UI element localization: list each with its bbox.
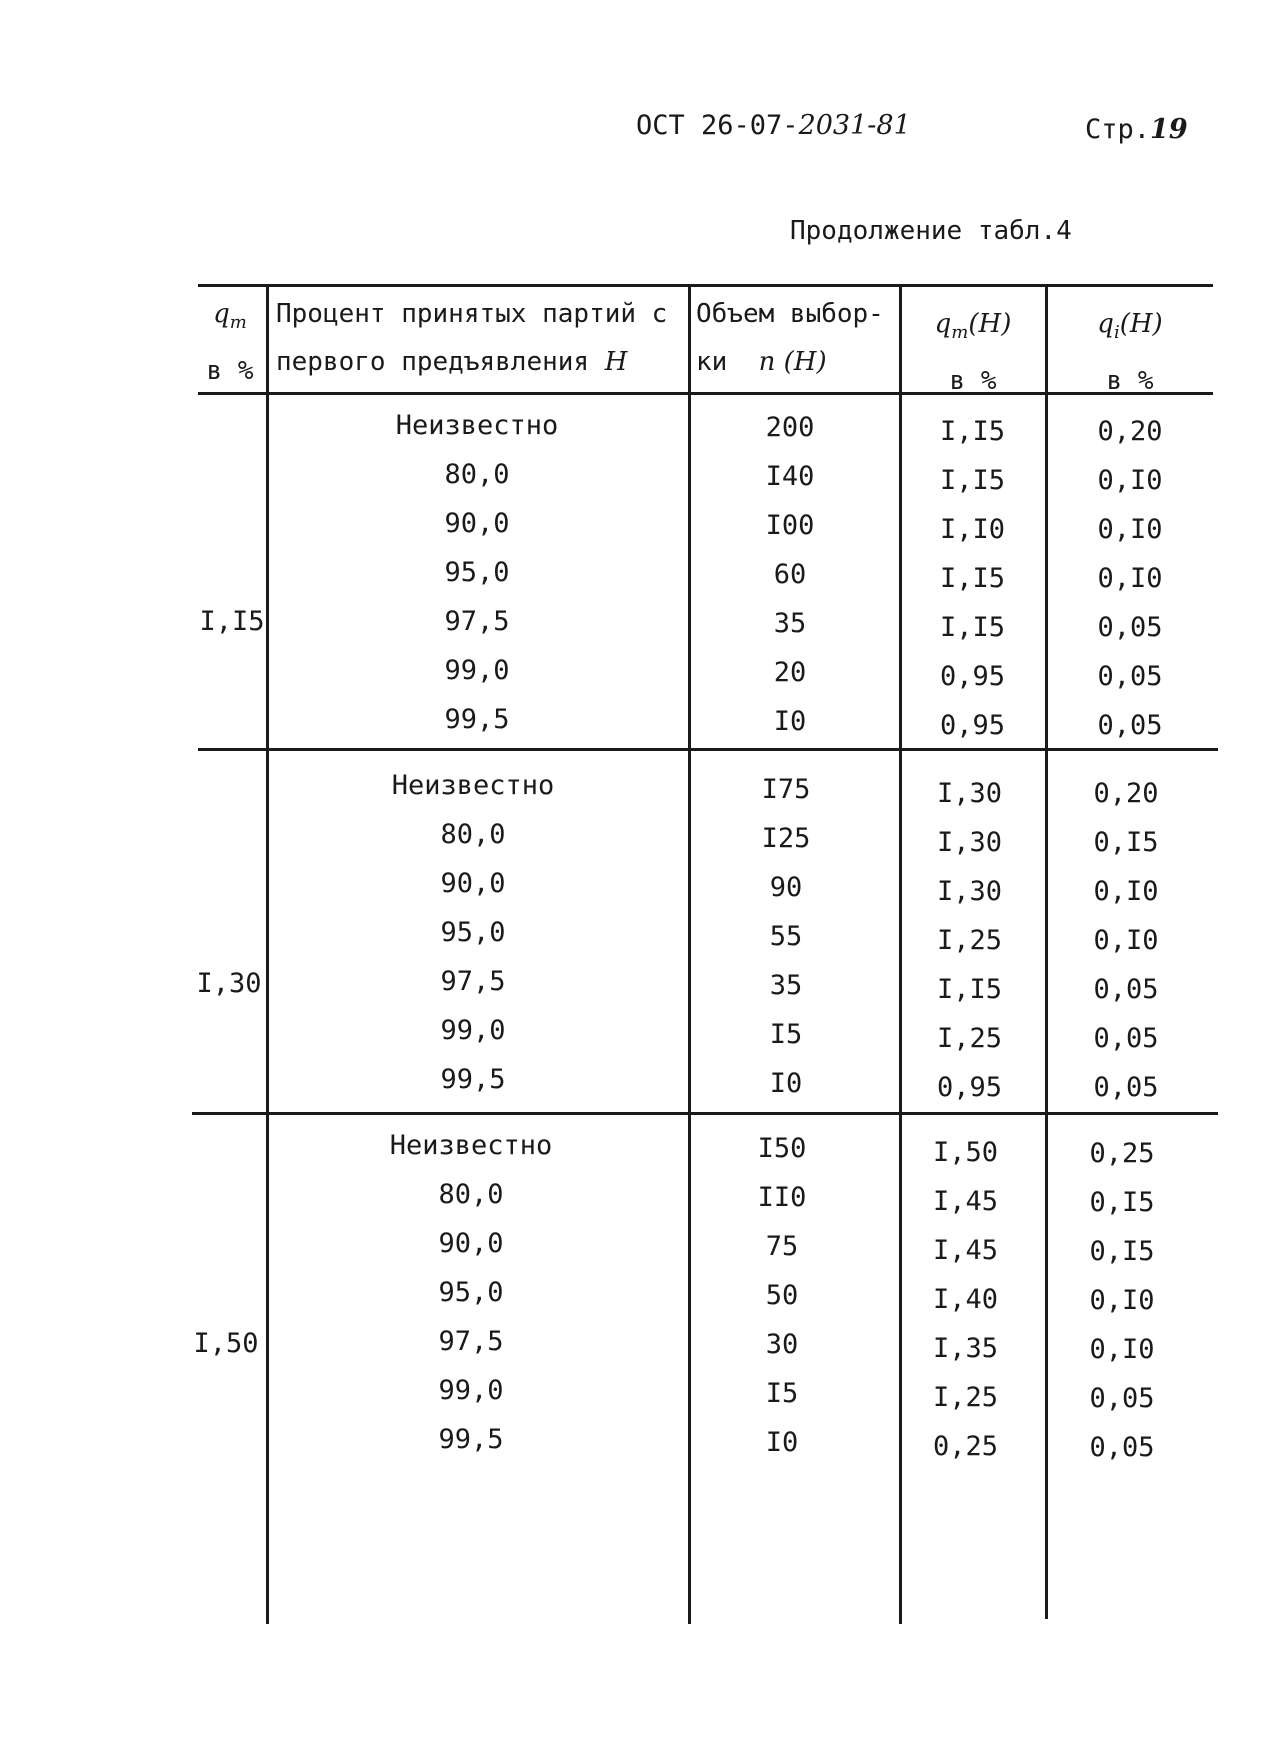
header-sample-size: Объем выбор- ки n (H) <box>696 299 884 377</box>
group-divider-2 <box>192 1112 1218 1115</box>
header-qi-h: $q_i(H)$ в % <box>1097 309 1163 397</box>
header-qm-h: $q_m(H)$ в % <box>934 309 1012 397</box>
table-top-border <box>198 284 1213 287</box>
page-number <box>1085 114 1188 145</box>
header-percent: Процент принятых партий с первого предъявления H <box>276 299 668 377</box>
column-divider-2 <box>688 284 691 1624</box>
group-divider-1 <box>198 748 1218 751</box>
page-number-value: 19 <box>1150 114 1188 145</box>
document-code <box>636 110 911 141</box>
group-qm-1: I,I5 <box>199 606 265 637</box>
group-qm-2: I,30 <box>196 968 262 999</box>
table-caption: Продолжение табл.4 <box>790 216 1072 246</box>
document-code-prefix: ОСТ 26-07- <box>636 110 799 141</box>
page-number-prefix: Стр. <box>1085 114 1151 145</box>
document-code-number: 2031-81 <box>798 110 911 141</box>
header-qm: $q_m$ в % <box>206 299 254 387</box>
group-qm-3: I,50 <box>193 1328 259 1359</box>
